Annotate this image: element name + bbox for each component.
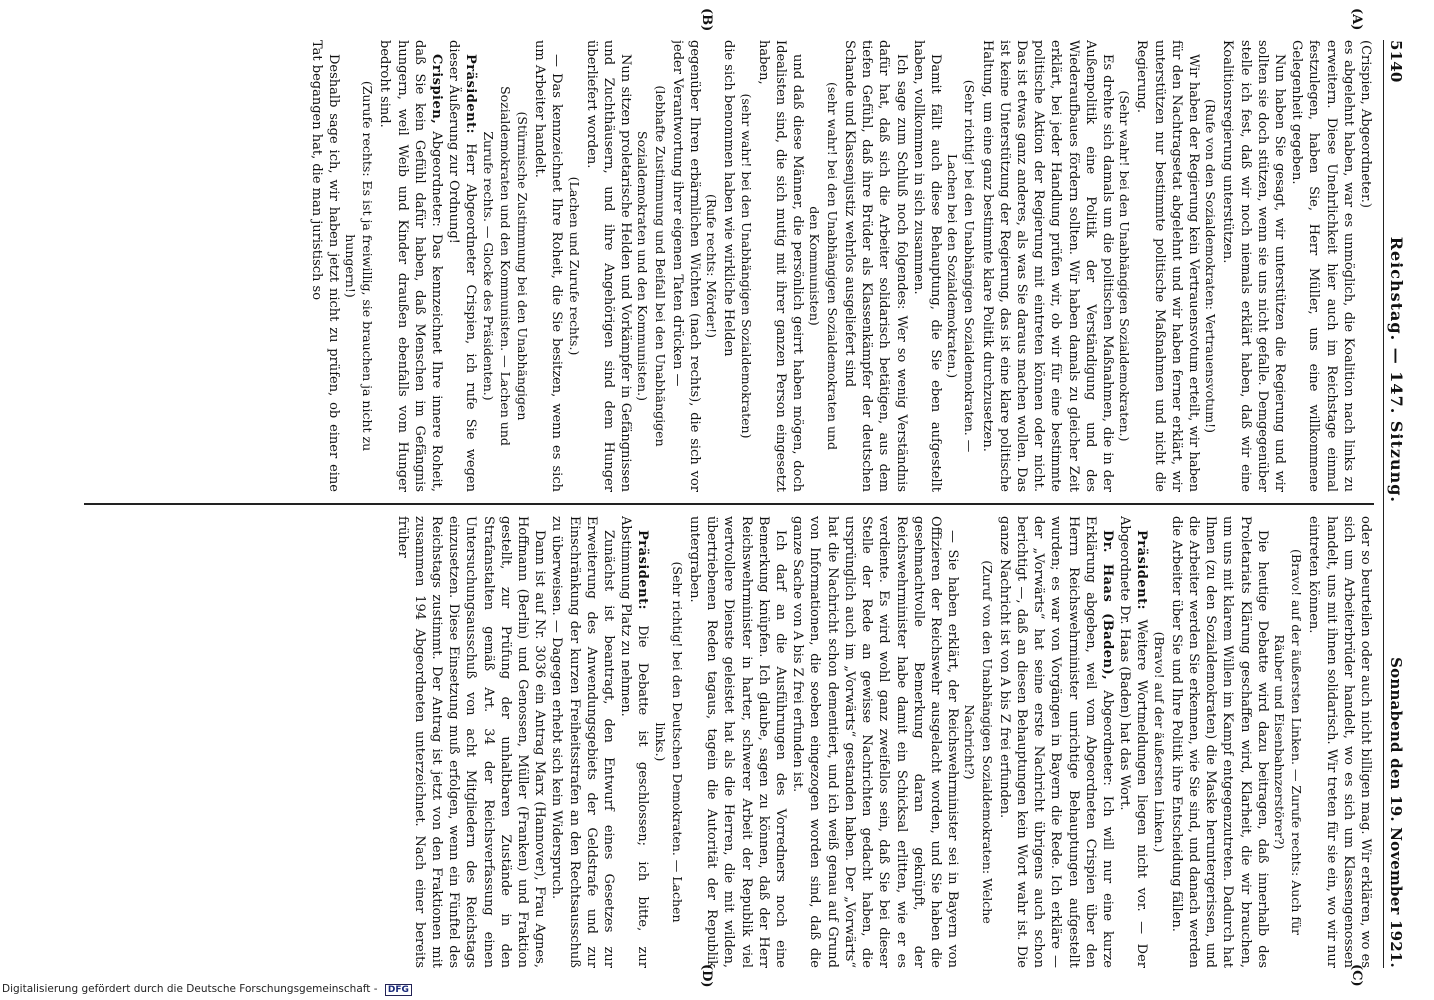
margin-marker-a: (A) bbox=[1349, 8, 1364, 31]
body-paragraph: Damit fällt auch diese Behauptung, die Sie eben aufgestellt haben, vollkommen in sich zusammen. bbox=[910, 40, 943, 492]
session-date: Sonnabend den 19. November 1921. bbox=[1387, 657, 1405, 968]
body-paragraph: und daß diese Männer, die persönlich geirrt haben mögen, doch Idealisten sind, die sich mutig mit ihrer ganzen Person eingesetzt haben, bbox=[755, 40, 806, 492]
body-paragraph: Wir haben der Regierung kein Vertrauensvotum erteilt, wir haben für den Nachtragsetat abgelehnt und wir haben ferner erklärt, wir unterstützen nur bestimmte politische Maßnahmen und nicht die Regierung. bbox=[1134, 40, 1201, 492]
text-columns bbox=[84, 40, 1374, 968]
interjection: (Zurufe rechts: Es ist ja freiwillig, sie brauchen ja nicht zu hungern!) bbox=[343, 80, 376, 452]
page-number: 5140 bbox=[1387, 40, 1405, 83]
speaker-text: Abgeordneter: Ich will nur eine kurze Erklärung abgeben, weil vom Abgeordneten Crispien über den Herrn Reichswehrminister unrichtige Behauptungen aufgestellt wurden; es war von Vorgängen in Bayern die Rede. Ich erkläre — der „Vorwärts“ hat seine erste Nachricht übrigens auch schon berichtigt —, daß an diesen Behauptungen kein Wort wahr ist. Die ganze Nachricht ist von A bis Z frei erfunden. bbox=[996, 516, 1115, 968]
dfg-logo: DFG bbox=[385, 984, 412, 996]
body-paragraph: es abgelehnt haben, war es unmöglich, die Koalition nach links zu erweitern. Diese Unehrlichkeit hier auch im Reichstage einmal festzulegen, haben Sie, Herr Müller, uns eine willkommene Gelegenheit gegeben. bbox=[1289, 40, 1356, 492]
speaker-name: Präsident: bbox=[463, 54, 479, 134]
interjection: (Sehr richtig! bei den Unabhängigen Sozialdemokraten. — Lachen bei den Sozialdemokraten.) bbox=[945, 79, 978, 453]
speaker-paragraph bbox=[376, 40, 445, 492]
interjection: (Stürmische Zustimmung bei den Unabhängigen Sozialdemokraten und den Kommunisten. — Lachen und Zurufe rechts. — Glocke des Präsidenten.) bbox=[480, 86, 531, 446]
speaker-text: Herr Abgeordneter Crispien, ich rufe Sie wegen dieser Äußerung zur Ordnung! bbox=[446, 40, 479, 492]
page-header bbox=[1383, 40, 1406, 968]
body-paragraph: oder so beurteilen oder auch nicht billigen mag. Wir erklären, wo es sich um Arbeiterbrüder handelt, wo es sich um Klassengenossen handelt, uns mit ihnen solidarisch. Wir treten für sie ein, wo wir nur eintreten können. bbox=[1306, 516, 1373, 968]
body-paragraph: Die heutige Debatte wird dazu beitragen, daß innerhalb des Proletariats Klärung geschaffen wird, Klarheit, die wir brauchen, um uns mit klarem Willen im Kampf entgegenzutreten. Dadurch hat Ihnen (zu den Sozialdemokraten) die Maske heruntergerissen, und die Arbeiter werden Sie erkennen, wie Sie sind, und danach werden die Arbeiter über Sie und Ihre Politik ihre Entscheidung fällen. bbox=[1168, 516, 1270, 968]
speaker-name: Präsident: bbox=[635, 530, 651, 610]
speaker-paragraph bbox=[617, 516, 651, 968]
left-column bbox=[84, 40, 1374, 492]
interjection: (sehr wahr! bei den Unabhängigen Sozialdemokraten und den Kommunisten) bbox=[807, 81, 840, 451]
interjection: (sehr wahr! bei den Unabhängigen Sozialdemokraten) bbox=[738, 93, 754, 439]
speaker-text: Abgeordneter: Das kennzeichnet Ihre innere Roheit, daß Sie kein Gefühl dafür haben, daß Menschen im Gefängnis hungern, weil Weib und Kinder draußen ebenfalls vom Hunger bedroht sind. bbox=[377, 40, 445, 492]
body-paragraph: — Das kennzeichnet Ihre Roheit, die Sie besitzen, wenn es sich um Arbeiter handelt. bbox=[532, 40, 565, 492]
interjection: (Zuruf von den Unabhängigen Sozialdemokraten: Welche Nachricht?) bbox=[962, 560, 995, 924]
margin-marker-c: (C) bbox=[1349, 964, 1364, 987]
margin-marker-d: (D) bbox=[699, 964, 714, 988]
digitization-credit bbox=[2, 983, 412, 996]
body-paragraph: gegenüber Ihren erbärmlichen Wichten (nach rechts), die sich vor jeder Verantwortung ihrer eigenen Taten drücken — bbox=[669, 40, 703, 492]
body-paragraph: Ich darf an die Ausführungen des Vorredners noch eine Bemerkung knüpfen. Ich glaube, sagen zu können, daß der Herr Reichswehrminister in harter, schwerer Arbeit der Republik viel wertvollere Dienste geleistet hat als die Herren, die mit wilden, übertriebenen Reden tagaus, tagein die Autorität der Republik untergraben. bbox=[687, 516, 789, 968]
body-paragraph: Nun haben Sie gesagt, wir unterstützen die Regierung und wir sollten sie doch stützen, wenn sie uns nicht gefalle. Demgegenüber stelle ich fest, daß wir noch niemals erklärt haben, daß wir eine Koalitionsregierung unterstützen. bbox=[1220, 40, 1287, 492]
speaker-paragraph bbox=[1116, 516, 1150, 968]
interjection: (Rufe rechts: Mörder!) bbox=[704, 194, 720, 338]
body-paragraph: Es drehte sich damals um die politischen Maßnahmen, die in der Außenpolitik eine Politik der Verständigung und des Wiederaufbaues fördern sollten. Wir haben damals zu gleicher Zeit erklärt, bei jeder Handlung prüfen wir, ob wir für eine bestimmte politische Aktion der Regierung mit eintreten können oder nicht. Das ist etwas ganz anderes, als was Sie daraus machen wollen. Das ist keine Unterstützung der Regierung, das ist eine klare politische Haltung, um eine ganz bestimmte klare Politik durchzusetzen. bbox=[979, 40, 1115, 492]
body-paragraph: die sich benommen haben wie wirkliche Helden bbox=[721, 40, 737, 357]
body-paragraph: Deshalb sage ich, wir haben jetzt nicht zu prüfen, ob einer eine Tat begangen hat, die man juristisch so bbox=[308, 40, 341, 492]
credit-text: Digitalisierung gefördert durch die Deutsche Forschungsgemeinschaft - bbox=[2, 983, 378, 995]
session-title: Reichstag. — 147. Sitzung. bbox=[1387, 236, 1406, 503]
interjection: (Bravo! auf der äußersten Linken. — Zurufe rechts: Auch für Räuber und Eisenbahnzerstörer?) bbox=[1271, 549, 1305, 935]
interjection: (Sehr wahr! bei den Unabhängigen Sozialdemokraten.) bbox=[1117, 90, 1133, 442]
column-divider bbox=[84, 503, 1374, 505]
speaker-name: Crispien, bbox=[429, 54, 445, 125]
speaker-paragraph bbox=[445, 40, 479, 492]
right-column bbox=[84, 516, 1374, 968]
speaker-name: Dr. Haas (Baden), bbox=[1099, 530, 1115, 681]
body-paragraph: Nun sitzen proletarische Helden und Vorkämpfer in Gefängnissen und Zuchthäusern, und ihre Angehörigen sind dem Hunger überliefert worden. bbox=[583, 40, 634, 492]
interjection: (Rufe von den Sozialdemokraten: Vertrauensvotum!) bbox=[1203, 99, 1219, 433]
body-paragraph: Ich sage zum Schluß noch folgendes: Wer so wenig Verständnis dafür hat, daß sich die Arbeiter solidarisch betätigen, aus dem tiefen Gefühl, daß ihre Brüder als Klassenkämpfer der deutschen Schande und Klassenjustiz wehrlos ausgeliefert sind bbox=[841, 40, 909, 492]
body-paragraph: Zunächst ist beantragt, den Entwurf eines Gesetzes zur Erweiterung des Anwendungsgebiets der Geldstrafe und zur Einschränkung der kurzen Freiheitsstrafen an den Rechtsausschuß zu überweisen. — Dagegen erhebt sich kein Widerspruch. bbox=[549, 516, 617, 968]
speaker-text: Weitere Wortmeldungen liegen nicht vor. — Der Abgeordnete Dr. Haas (Baden) hat das Wort. bbox=[1117, 516, 1150, 968]
interjection: (Sehr richtig! bei den Deutschen Demokraten. — Lachen links.) bbox=[652, 561, 685, 923]
page-content bbox=[16, 40, 1406, 968]
interjection: (lebhafte Zustimmung und Beifall bei den Unabhängigen Sozialdemokraten und den Kommunisten.) bbox=[635, 85, 668, 447]
body-paragraph: — Sie haben erklärt, der Reichswehrminister sei in Bayern von Offizieren der Reichswehr ausgelacht worden, und Sie haben die gesehmachtvolle Bemerkung daran geknüpft, der Reichswehrminister habe damit ein Schicksal erlitten, wie er es verdiente. Es wird wohl ganz zweifellos sein, daß Sie bei dieser Stelle der Rede an gewisse Nachrichten gedacht haben, die ursprünglich auch im „Vorwärts“ gestanden haben. Der „Vorwärts“ hat die Nachricht schon dementiert, und ich weiß genau auf Grund von Informationen, die soeben eingezogen worden sind, daß die ganze Sache von A bis Z frei erfunden ist. bbox=[790, 516, 961, 968]
speaker-paragraph bbox=[996, 516, 1116, 968]
interjection: (Lachen und Zurufe rechts.) bbox=[566, 176, 582, 356]
interjection: (Bravo! auf der äußersten Linken.) bbox=[1151, 631, 1167, 853]
body-paragraph: (Crispien, Abgeordneter.) bbox=[1358, 40, 1373, 208]
margin-marker-b: (B) bbox=[699, 8, 714, 32]
body-paragraph: Dann ist auf Nr. 3036 ein Antrag Marx (Hannover), Frau Agnes, Hoffmann (Berlin) und Genossen, Müller (Franken) und Fraktion gestellt, zur Prüfung der unhaltbaren Zustände in den Strafanstalten gemäß Art. 34 der Reichsverfassung einen Untersuchungsausschuß von acht Mitgliedern des Reichstags einzusetzen. Diese Einsetzung muß erfolgen, wenn ein Fünftel des Reichstags zustimmt. Der Antrag ist jetzt von den Fraktionen mit zusammen 194 Abgeordneten unterzeichnet. Nach einer bereits früher bbox=[394, 516, 548, 968]
speaker-name: Präsident: bbox=[1134, 530, 1150, 610]
speaker-text: Die Debatte ist geschlossen; ich bitte, zur Abstimmung Platz zu nehmen. bbox=[618, 516, 651, 968]
